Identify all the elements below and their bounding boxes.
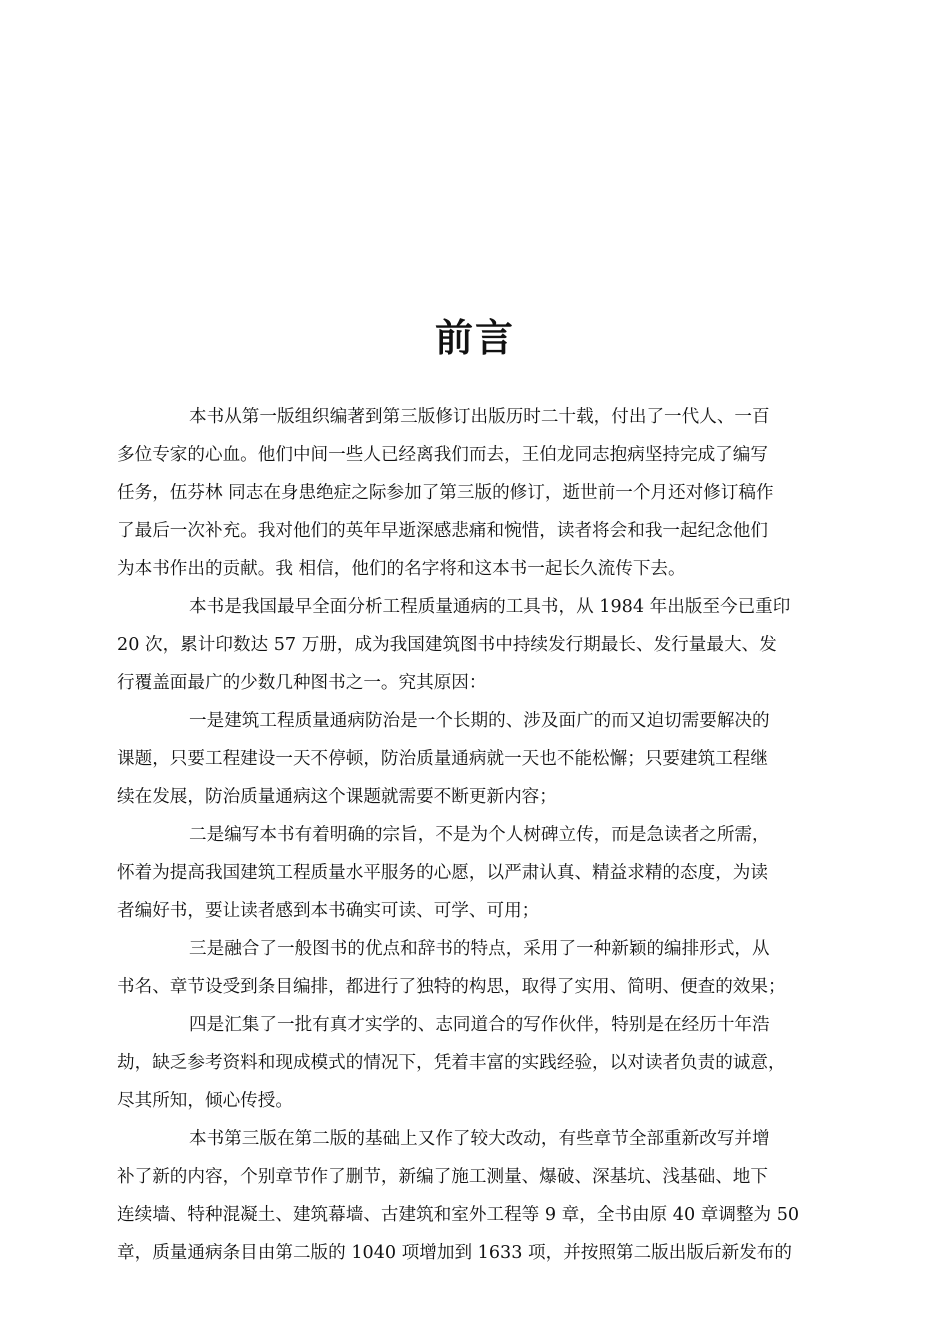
- page-title: 前言: [434, 315, 515, 360]
- text-line: 劫，缺乏参考资料和现成模式的情况下，凭着丰富的实践经验，以对读者负责的诚意，: [117, 1053, 786, 1073]
- text-line: 章，质量通病条目由第二版的 1040 项增加到 1633 项，并按照第二版出版后新发布的: [117, 1243, 792, 1263]
- text-line: 三是融合了一般图书的优点和辞书的特点，采用了一种新颖的编排形式，从: [189, 939, 770, 959]
- text-line: 连续墙、特种混凝土、建筑幕墙、古建筑和室外工程等 9 章，全书由原 40 章调整为 50: [117, 1205, 800, 1225]
- text-line: 任务，伍芬林 同志在身患绝症之际参加了第三版的修订，逝世前一个月还对修订稿作: [117, 483, 774, 503]
- text-line: 书名、章节设受到条目编排，都进行了独特的构思，取得了实用、简明、便查的效果；: [117, 977, 786, 997]
- text-line: 课题，只要工程建设一天不停顿，防治质量通病就一天也不能松懈；只要建筑工程继: [117, 749, 768, 769]
- text-line: 本书第三版在第二版的基础上又作了较大改动，有些章节全部重新改写并增: [189, 1129, 770, 1149]
- text-line: 者编好书，要让读者感到本书确实可读、可学、可用；: [117, 901, 540, 921]
- text-line: 二是编写本书有着明确的宗旨，不是为个人树碑立传，而是急读者之所需，: [189, 825, 770, 845]
- text-line: 续在发展，防治质量通病这个课题就需要不断更新内容；: [117, 787, 557, 807]
- text-line: 本书是我国最早全面分析工程质量通病的工具书，从 1984 年出版至今已重印: [189, 597, 791, 617]
- text-line: 尽其所知，倾心传授。: [117, 1091, 293, 1111]
- text-line: 多位专家的心血。他们中间一些人已经离我们而去，王伯龙同志抱病坚持完成了编写: [117, 445, 768, 465]
- text-line: 行覆盖面最广的少数几种图书之一。究其原因：: [117, 673, 487, 693]
- text-line: 四是汇集了一批有真才实学的、志同道合的写作伙伴，特别是在经历十年浩: [189, 1015, 770, 1035]
- text-line: 了最后一次补充。我对他们的英年早逝深感悲痛和惋惜，读者将会和我一起纪念他们: [117, 521, 768, 541]
- text-line: 为本书作出的贡献。我 相信，他们的名字将和这本书一起长久流传下去。: [117, 559, 686, 579]
- text-line: 怀着为提高我国建筑工程质量水平服务的心愿，以严肃认真、精益求精的态度，为读: [117, 863, 768, 883]
- text-line: 本书从第一版组织编著到第三版修订出版历时二十载，付出了一代人、一百: [189, 407, 770, 427]
- text-line: 补了新的内容，个别章节作了删节，新编了施工测量、爆破、深基坑、浅基础、地下: [117, 1167, 768, 1187]
- text-line: 一是建筑工程质量通病防治是一个长期的、涉及面广的而又迫切需要解决的: [189, 711, 770, 731]
- text-line: 20 次，累计印数达 57 万册，成为我国建筑图书中持续发行期最长、发行量最大、发: [117, 635, 777, 655]
- preface-body: [117, 398, 835, 1272]
